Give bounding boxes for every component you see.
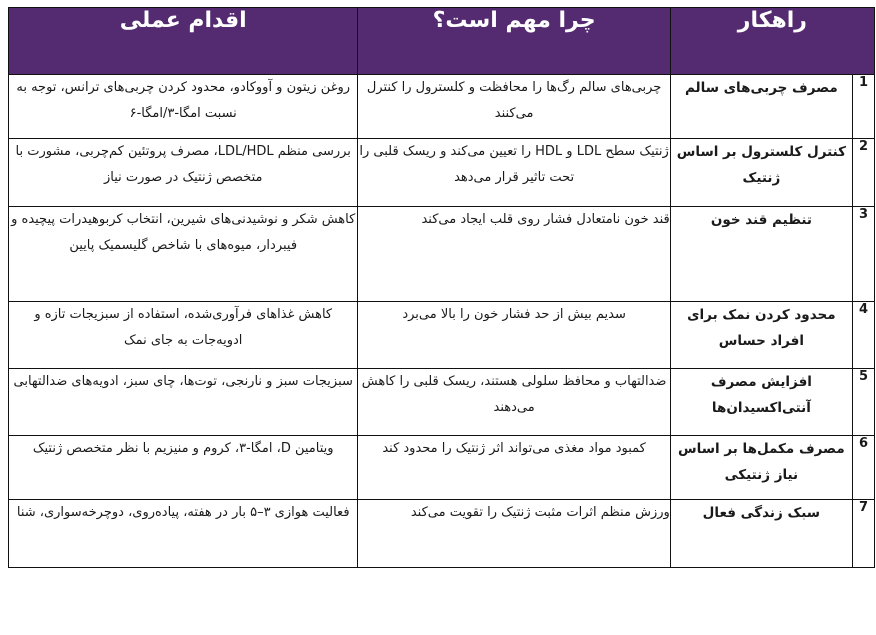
row-number: 4 xyxy=(852,302,874,369)
table-row xyxy=(9,75,875,139)
header-why: چرا مهم است؟ xyxy=(358,8,670,75)
why-cell: چربی‌های سالم رگ‌ها را محافظت و کلسترول را کنترل می‌کنند xyxy=(358,75,670,139)
strategy-cell: کنترل کلسترول بر اساس ژنتیک xyxy=(670,139,852,207)
table-row xyxy=(9,369,875,436)
why-cell: کمبود مواد مغذی می‌تواند اثر ژنتیک را محدود کند xyxy=(358,436,670,500)
table-row xyxy=(9,436,875,500)
why-cell: قند خون نامتعادل فشار روی قلب ایجاد می‌کند xyxy=(358,207,670,302)
why-cell: ژنتیک سطح LDL و HDL را تعیین می‌کند و ریسک قلبی را تحت تاثیر قرار می‌دهد xyxy=(358,139,670,207)
row-number: 3 xyxy=(852,207,874,302)
table-row xyxy=(9,207,875,302)
table-header-row xyxy=(9,8,875,75)
action-cell: کاهش شکر و نوشیدنی‌های شیرین، انتخاب کربوهیدرات پیچیده و فیبردار، میوه‌های با شاخص گلیسمیک پایین xyxy=(9,207,358,302)
strategy-cell: تنظیم قند خون xyxy=(670,207,852,302)
action-cell: روغن زیتون و آووکادو، محدود کردن چربی‌های ترانس، توجه به نسبت امگا-۳/امگا-۶ xyxy=(9,75,358,139)
strategy-cell: افزایش مصرف آنتی‌اکسیدان‌ها xyxy=(670,369,852,436)
strategy-cell: سبک زندگی فعال xyxy=(670,500,852,568)
heart-health-strategy-table xyxy=(8,7,875,568)
header-action: اقدام عملی xyxy=(9,8,358,75)
table-row xyxy=(9,139,875,207)
row-number: 5 xyxy=(852,369,874,436)
action-cell: سبزیجات سبز و نارنجی، توت‌ها، چای سبز، ادویه‌های ضدالتهابی xyxy=(9,369,358,436)
row-number: 2 xyxy=(852,139,874,207)
row-number: 7 xyxy=(852,500,874,568)
table-container xyxy=(8,7,875,568)
action-cell: فعالیت هوازی ۳–۵ بار در هفته، پیاده‌روی، دوچرخه‌سواری، شنا xyxy=(9,500,358,568)
table-row xyxy=(9,302,875,369)
action-cell: کاهش غذاهای فرآوری‌شده، استفاده از سبزیجات تازه و ادویه‌جات به جای نمک xyxy=(9,302,358,369)
why-cell: ضدالتهاب و محافظ سلولی هستند، ریسک قلبی را کاهش می‌دهند xyxy=(358,369,670,436)
strategy-cell: مصرف مکمل‌ها بر اساس نیاز ژنتیکی xyxy=(670,436,852,500)
action-cell: بررسی منظم LDL/HDL، مصرف پروتئین کم‌چربی، مشورت با متخصص ژنتیک در صورت نیاز xyxy=(9,139,358,207)
why-cell: ورزش منظم اثرات مثبت ژنتیک را تقویت می‌کند xyxy=(358,500,670,568)
action-cell: ویتامین D، امگا-۳، کروم و منیزیم با نظر متخصص ژنتیک xyxy=(9,436,358,500)
why-cell: سدیم بیش از حد فشار خون را بالا می‌برد xyxy=(358,302,670,369)
row-number: 6 xyxy=(852,436,874,500)
row-number: 1 xyxy=(852,75,874,139)
strategy-cell: مصرف چربی‌های سالم xyxy=(670,75,852,139)
table-row xyxy=(9,500,875,568)
strategy-cell: محدود کردن نمک برای افراد حساس xyxy=(670,302,852,369)
header-strategy: راهکار xyxy=(670,8,874,75)
